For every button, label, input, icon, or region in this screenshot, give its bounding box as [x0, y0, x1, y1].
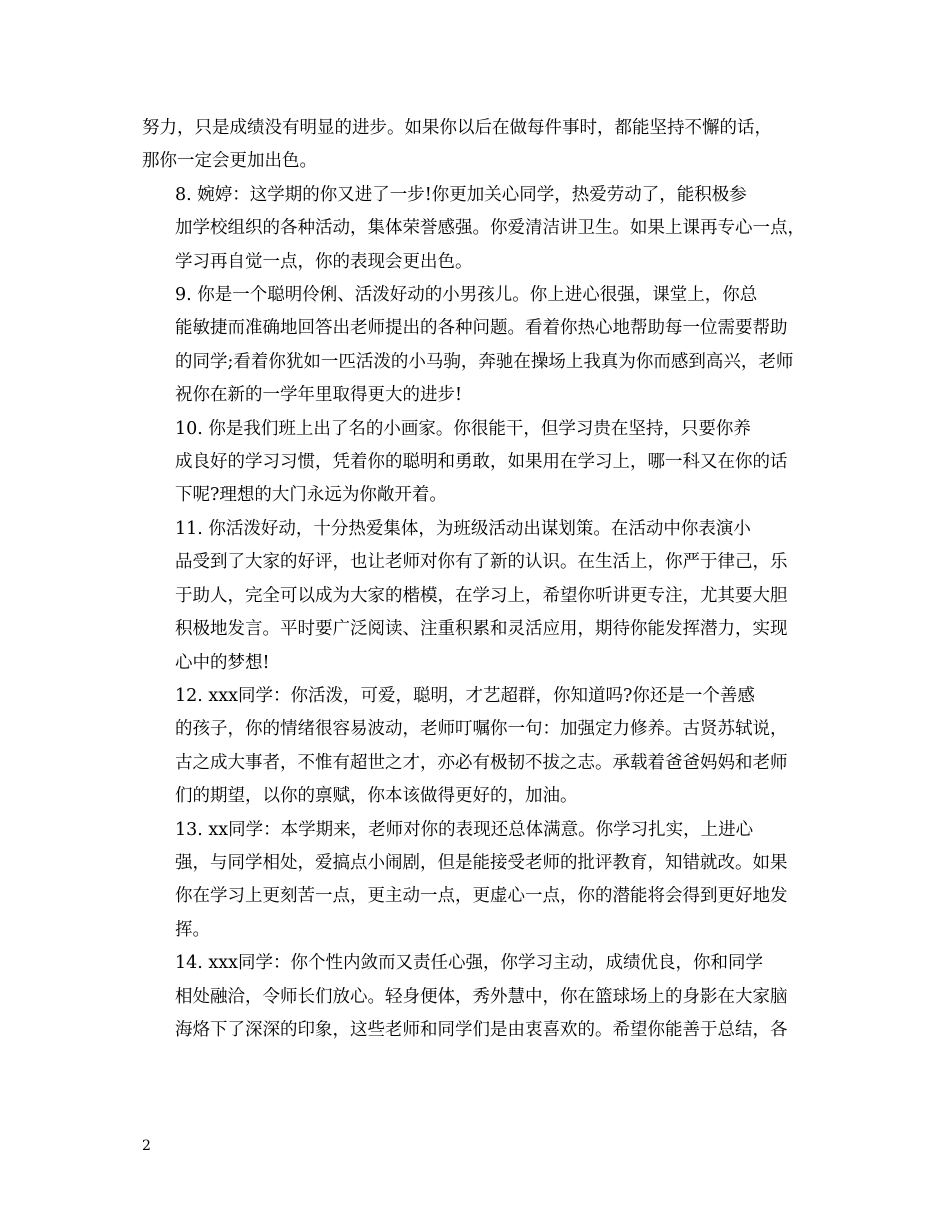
paragraph-comment-12 [142, 680, 812, 814]
text-line: 学习再自觉一点，你的表现会更出色。 [175, 251, 473, 272]
text-line: 们的期望，以你的禀赋，你本该做得更好的，加油。 [175, 786, 578, 807]
text-line: 海烙下了深深的印象，这些老师和同学们是由衷喜欢的。希望你能善于总结，各 [175, 1019, 788, 1040]
text-line: 12. xxx同学：你活泼，可爱，聪明，才艺超群，你知道吗?你还是一个善感 [175, 685, 755, 706]
text-line: 下呢?理想的大门永远为你敞开着。 [175, 485, 447, 506]
text-line: 心中的梦想! [175, 652, 270, 673]
paragraph-comment-13 [142, 814, 812, 948]
text-line: 积极地发言。平时要广泛阅读、注重积累和灵活应用，期待你能发挥潜力，实现 [175, 619, 788, 640]
paragraph-comment-11 [142, 513, 812, 680]
text-line: 努力，只是成绩没有明显的进步。如果你以后在做每件事时，都能坚持不懈的话， [142, 118, 772, 138]
paragraph-comment-8 [142, 179, 812, 279]
text-line: 14. xxx同学：你个性内敛而又责任心强，你学习主动，成绩优良，你和同学 [175, 953, 763, 974]
text-line: 的同学;看着你犹如一匹活泼的小马驹，奔驰在操场上我真为你而感到高兴，老师 [175, 351, 794, 372]
text-line: 相处融洽，令师长们放心。轻身便体，秀外慧中，你在篮球场上的身影在大家脑 [175, 986, 788, 1007]
text-line: 你在学习上更刻苦一点，更主动一点，更虚心一点，你的潜能将会得到更好地发 [175, 886, 788, 907]
text-line: 祝你在新的一学年里取得更大的进步! [175, 385, 463, 406]
text-line: 成良好的学习习惯，凭着你的聪明和勇敢，如果用在学习上，哪一科又在你的话 [175, 452, 788, 473]
text-line: 强，与同学相处，爱搞点小闹剧，但是能接受老师的批评教育，知错就改。如果 [175, 852, 788, 873]
paragraph-comment-14 [142, 947, 812, 1047]
text-line: 9. 你是一个聪明伶俐、活泼好动的小男孩儿。你上进心很强，课堂上，你总 [175, 285, 758, 306]
text-line: 于助人，完全可以成为大家的楷模，在学习上，希望你听讲更专注，尤其要大胆 [175, 585, 788, 606]
text-line: 8. 婉婷：这学期的你又进了一步!你更加关心同学，热爱劳动了，能积极参 [175, 184, 747, 205]
text-line: 挥。 [175, 919, 210, 940]
text-line: 10. 你是我们班上出了名的小画家。你很能干，但学习贵在坚持，只要你养 [175, 418, 751, 439]
page-number: 2 [142, 1138, 151, 1154]
text-line: 古之成大事者，不惟有超世之才，亦必有极韧不拔之志。承载着爸爸妈妈和老师 [175, 752, 788, 773]
paragraph-continuation [142, 112, 812, 179]
text-line: 能敏捷而准确地回答出老师提出的各种问题。看着你热心地帮助每一位需要帮助 [175, 318, 788, 339]
paragraph-comment-10 [142, 413, 812, 513]
text-line: 13. xx同学：本学期来，老师对你的表现还总体满意。你学习扎实，上进心 [175, 819, 754, 840]
text-line: 那你一定会更加出色。 [142, 151, 317, 172]
text-line: 的孩子，你的情绪很容易波动，老师叮嘱你一句：加强定力修养。古贤苏轼说， [175, 719, 788, 740]
text-line: 11. 你活泼好动，十分热爱集体，为班级活动出谋划策。在活动中你表演小 [175, 518, 751, 539]
text-line: 品受到了大家的好评，也让老师对你有了新的认识。在生活上，你严于律己，乐 [175, 552, 788, 573]
text-line: 加学校组织的各种活动，集体荣誉感强。你爱清洁讲卫生。如果上课再专心一点， [175, 218, 805, 239]
document-body [142, 112, 812, 1047]
paragraph-comment-9 [142, 279, 812, 413]
